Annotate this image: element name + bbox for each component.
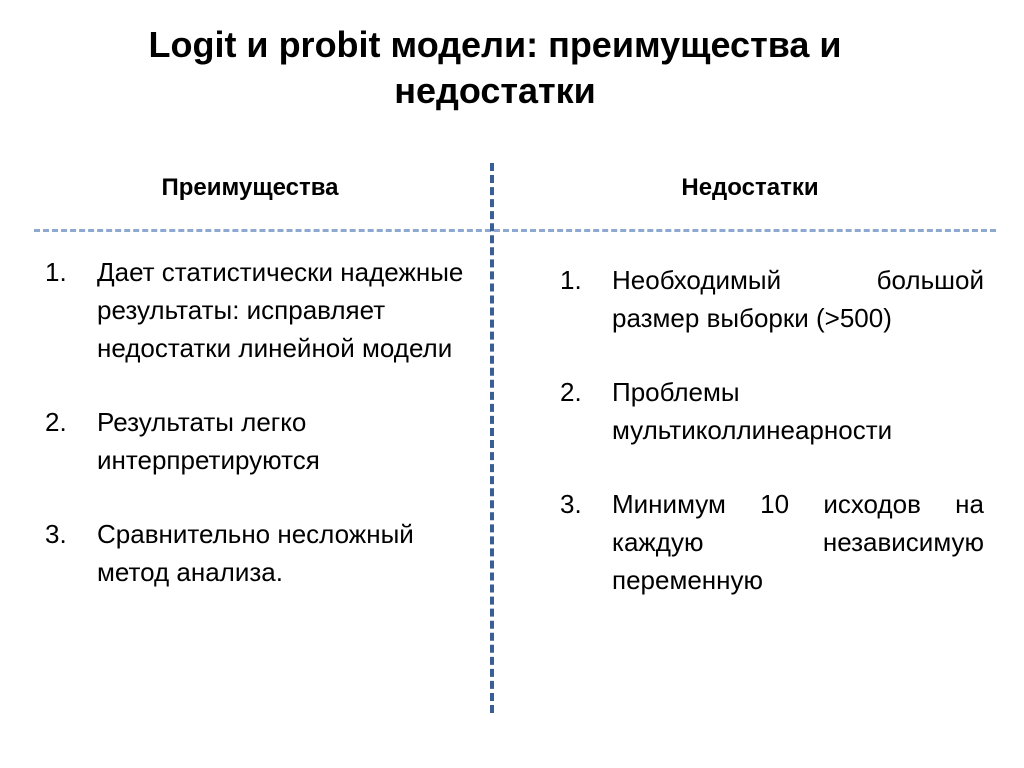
item-text: Необходимый большой размер выборки (>500) bbox=[612, 265, 984, 333]
item-text: Сравнительно несложный метод анализа. bbox=[97, 519, 414, 587]
disadvantages-list bbox=[560, 261, 984, 635]
list-item bbox=[45, 403, 465, 479]
slide-title: Logit и probit модели: преимущества и недостатки bbox=[148, 24, 842, 111]
horizontal-divider bbox=[34, 229, 996, 232]
item-number: 3. bbox=[560, 489, 582, 519]
list-item bbox=[45, 253, 465, 367]
item-number: 3. bbox=[45, 519, 67, 549]
item-text: Результаты легко интерпретируются bbox=[97, 407, 320, 475]
vertical-divider bbox=[490, 163, 494, 713]
item-number: 2. bbox=[45, 407, 67, 437]
list-item bbox=[560, 485, 984, 599]
item-number: 1. bbox=[560, 265, 582, 295]
item-number: 1. bbox=[45, 257, 67, 287]
list-item bbox=[45, 515, 465, 591]
advantages-list bbox=[45, 253, 465, 627]
item-number: 2. bbox=[560, 377, 582, 407]
disadvantages-heading: Недостатки bbox=[681, 174, 819, 201]
advantages-heading: Преимущества bbox=[161, 174, 339, 201]
list-item bbox=[560, 373, 984, 449]
item-text: Минимум 10 исходов на каждую независимую переменную bbox=[612, 489, 984, 595]
item-text: Дает статистически надежные результаты: исправляет недостатки линейной модели bbox=[97, 257, 464, 363]
item-text: Проблемы мультиколлинеарности bbox=[612, 377, 893, 445]
list-item bbox=[560, 261, 984, 337]
